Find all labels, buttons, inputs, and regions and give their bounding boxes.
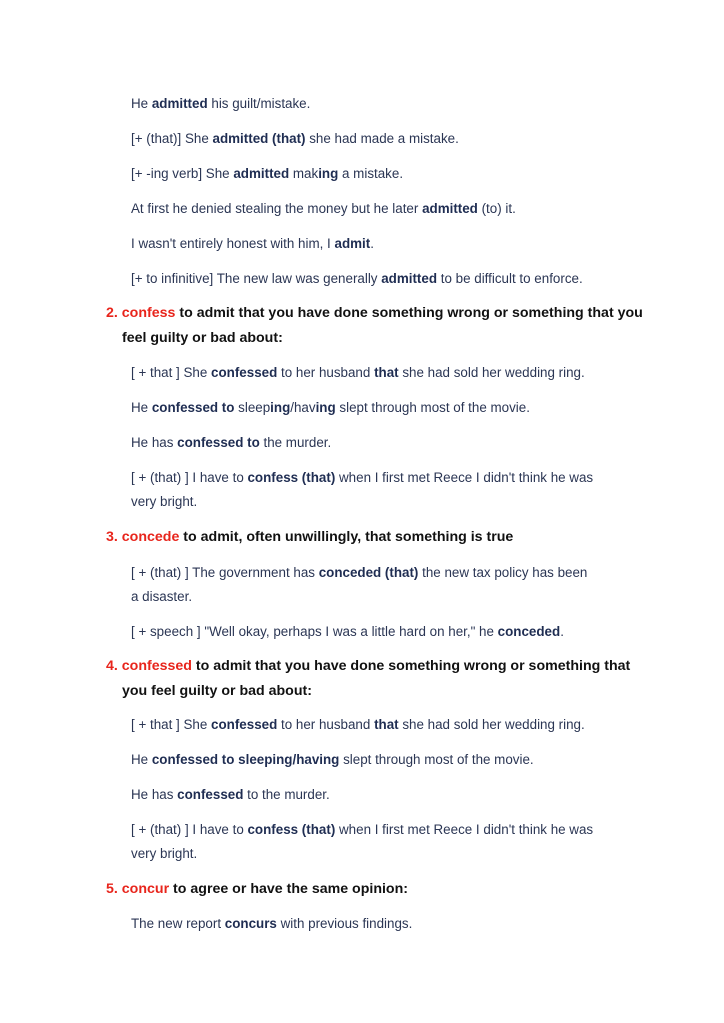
example-keyword: that [374,365,399,380]
example-keyword: confessed to [177,435,260,450]
example-text: to be difficult to enforce. [437,271,583,286]
example-sentence [131,232,374,255]
definition-text-continued: feel guilty or bad about: [122,330,283,346]
definition-heading [106,876,408,902]
example-text: He has [131,787,178,802]
example-text: when I first met Reece I didn't think he was [335,470,594,485]
example-text: very bright. [131,846,198,861]
example-sentence [131,197,516,220]
entry-number: 4. [106,658,118,674]
example-sentence [131,585,192,608]
example-text: [ + speech ] "Well okay, perhaps I was a little hard on her," he [131,624,498,639]
example-keyword: ing [315,400,336,415]
example-sentence [131,490,197,513]
entry-number: 5. [106,881,118,897]
example-keyword: ing [270,400,291,415]
example-keyword: admit [334,236,371,251]
example-sentence [131,713,585,736]
example-text: to her husband [277,717,375,732]
example-keyword: admitted [422,201,478,216]
example-sentence [131,912,412,935]
example-keyword: conceded [497,624,561,639]
example-keyword: conceded (that) [318,565,419,580]
definition-text-continued: you feel guilty or bad about: [122,683,312,699]
example-text: At first he denied stealing the money but he later [131,201,423,216]
example-text: [ + that ] She [131,365,212,380]
example-text: (to) it. [477,201,516,216]
example-text: slept through most of the movie. [339,752,534,767]
definition-text: to admit, often unwillingly, that something is true [179,529,514,545]
example-text: The new report [131,916,225,931]
example-text: He has [131,435,178,450]
example-text: . [370,236,374,251]
example-text: she had sold her wedding ring. [398,717,585,732]
example-keyword: confessed to sleeping/having [151,752,340,767]
example-text: [ + (that) ] I have to [131,470,248,485]
definition-heading [106,300,643,326]
example-sentence [131,842,197,865]
example-sentence [131,561,587,584]
definition-text: to agree or have the same opinion: [169,881,408,897]
example-keyword: confess (that) [247,470,336,485]
example-keyword: confessed [211,365,278,380]
definition-heading [106,524,513,550]
example-sentence [131,267,583,290]
example-keyword: admitted [151,96,208,111]
example-keyword: concurs [224,916,277,931]
example-text: /hav [290,400,316,415]
definition-heading [106,653,630,679]
example-text: to the murder. [243,787,330,802]
example-sentence [131,620,564,643]
example-text: He [131,400,152,415]
headword: concede [121,529,180,545]
example-text: [ + (that) ] The government has [131,565,319,580]
example-sentence [131,361,585,384]
headword: confess [121,305,176,321]
example-text: I wasn't entirely honest with him, I [131,236,335,251]
example-text: to her husband [277,365,375,380]
example-sentence [131,783,330,806]
example-keyword: admitted (that) [212,131,306,146]
example-sentence [131,127,459,150]
definition-text: to admit that you have done something wrong or something that [191,658,631,674]
example-text: the new tax policy has been [418,565,588,580]
example-text: very bright. [131,494,198,509]
example-keyword: ing [318,166,339,181]
example-text: . [560,624,564,639]
example-text: his guilt/mistake. [207,96,311,111]
headword: concur [121,881,170,897]
example-text: sleep [234,400,271,415]
example-sentence [131,396,530,419]
example-text: mak [289,166,319,181]
example-sentence [131,431,331,454]
headword: confessed [121,658,192,674]
example-sentence [131,466,593,489]
example-text: [ + (that) ] I have to [131,822,248,837]
example-text: when I first met Reece I didn't think he was [335,822,594,837]
example-text: [+ -ing verb] She [131,166,234,181]
example-text: a mistake. [338,166,404,181]
example-text: [+ to infinitive] The new law was generally [131,271,382,286]
example-text: she had sold her wedding ring. [398,365,585,380]
example-text: [ + that ] She [131,717,212,732]
example-text: a disaster. [131,589,193,604]
example-sentence [131,92,310,115]
example-sentence [131,748,534,771]
entry-number: 3. [106,529,118,545]
example-keyword: confessed [211,717,278,732]
example-keyword: confessed [177,787,244,802]
example-text: He [131,752,152,767]
entry-number: 2. [106,305,118,321]
example-sentence [131,162,403,185]
example-text: the murder. [259,435,332,450]
example-keyword: that [374,717,399,732]
example-text: He [131,96,152,111]
example-sentence [131,818,593,841]
example-keyword: admitted [381,271,438,286]
example-keyword: confess (that) [247,822,336,837]
example-text: she had made a mistake. [305,131,459,146]
definition-text: to admit that you have done something wrong or something that you [175,305,643,321]
example-keyword: admitted [233,166,290,181]
example-keyword: confessed to [151,400,235,415]
example-text: with previous findings. [276,916,413,931]
example-text: [+ (that)] She [131,131,213,146]
example-text: slept through most of the movie. [335,400,530,415]
